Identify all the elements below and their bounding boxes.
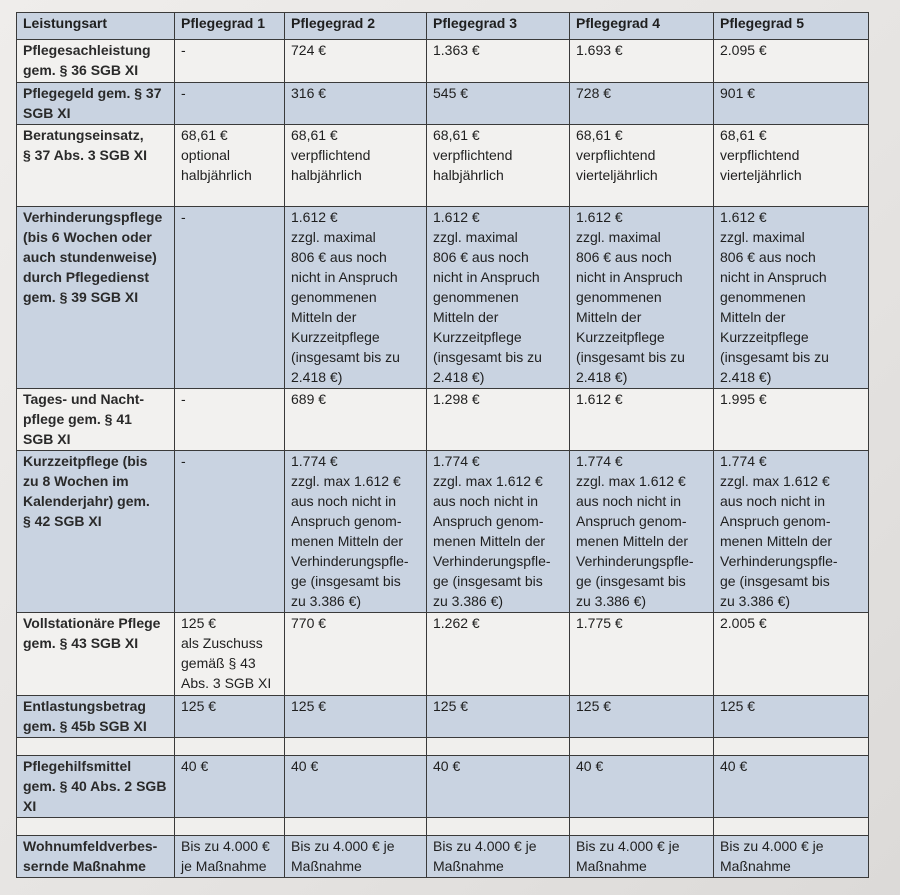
table-row <box>17 756 869 818</box>
table-cell <box>714 738 869 756</box>
table-cell: Bis zu 4.000 € je Maßnahme <box>427 836 570 878</box>
header-cell: Pflegegrad 5 <box>714 13 869 40</box>
table-cell: Entlastungsbetrag gem. § 45b SGB XI <box>17 696 175 738</box>
table-row <box>17 696 869 738</box>
table-cell: - <box>175 389 285 451</box>
table-cell: 724 € <box>285 40 427 83</box>
table-cell: Kurzzeitpflege (bis zu 8 Wochen im Kalenderjahr) gem. § 42 SGB XI <box>17 451 175 613</box>
table-row <box>17 818 869 836</box>
table-cell: 40 € <box>570 756 714 818</box>
table-cell: 1.262 € <box>427 613 570 696</box>
table-cell: Pflegesachleistung gem. § 36 SGB XI <box>17 40 175 83</box>
table-cell <box>285 738 427 756</box>
table-cell: 1.363 € <box>427 40 570 83</box>
table-cell <box>570 818 714 836</box>
table-cell: 1.774 € zzgl. max 1.612 € aus noch nicht in Anspruch genom- menen Mitteln der Verhinderungspfle- ge (insgesamt bis zu 3.386 €) <box>714 451 869 613</box>
header-cell: Leistungsart <box>17 13 175 40</box>
table-cell: 68,61 € verpflichtend halbjährlich <box>427 125 570 207</box>
table-header-row <box>17 13 869 40</box>
table-cell: 2.095 € <box>714 40 869 83</box>
table-cell: 125 € <box>570 696 714 738</box>
table-cell: Bis zu 4.000 € je Maßnahme <box>285 836 427 878</box>
table-row <box>17 207 869 389</box>
header-cell: Pflegegrad 4 <box>570 13 714 40</box>
table-cell: 1.774 € zzgl. max 1.612 € aus noch nicht in Anspruch genom- menen Mitteln der Verhinderungspfle- ge (insgesamt bis zu 3.386 €) <box>570 451 714 613</box>
header-cell: Pflegegrad 1 <box>175 13 285 40</box>
table-cell: 125 € <box>427 696 570 738</box>
benefits-table <box>16 12 869 878</box>
table-row <box>17 83 869 125</box>
table-cell: 316 € <box>285 83 427 125</box>
table-cell: - <box>175 451 285 613</box>
table-cell: 125 € <box>175 696 285 738</box>
table-cell: - <box>175 40 285 83</box>
table-cell: - <box>175 207 285 389</box>
table-cell: 545 € <box>427 83 570 125</box>
table-cell: 125 € <box>714 696 869 738</box>
table-row <box>17 451 869 613</box>
table-cell: Vollstationäre Pflege gem. § 43 SGB XI <box>17 613 175 696</box>
table-row <box>17 125 869 207</box>
table-cell <box>285 818 427 836</box>
table-cell: 1.693 € <box>570 40 714 83</box>
table-cell: Beratungseinsatz, § 37 Abs. 3 SGB XI <box>17 125 175 207</box>
table-cell: Bis zu 4.000 € je Maßnahme <box>714 836 869 878</box>
table-cell: 40 € <box>427 756 570 818</box>
table-cell: Pflegegeld gem. § 37 SGB XI <box>17 83 175 125</box>
table-cell: 1.612 € zzgl. maximal 806 € aus noch nicht in Anspruch genommenen Mitteln der Kurzzeitpflege (insgesamt bis zu 2.418 €) <box>285 207 427 389</box>
table-row <box>17 389 869 451</box>
table-cell: 1.612 € zzgl. maximal 806 € aus noch nicht in Anspruch genommenen Mitteln der Kurzzeitpflege (insgesamt bis zu 2.418 €) <box>714 207 869 389</box>
table-cell: 1.612 € <box>570 389 714 451</box>
table-row <box>17 613 869 696</box>
table-cell <box>175 738 285 756</box>
table-cell: 68,61 € optional halbjährlich <box>175 125 285 207</box>
table-cell: 40 € <box>285 756 427 818</box>
table-cell: 40 € <box>714 756 869 818</box>
header-cell: Pflegegrad 2 <box>285 13 427 40</box>
table-cell: 68,61 € verpflichtend vierteljährlich <box>714 125 869 207</box>
table-cell: 68,61 € verpflichtend vierteljährlich <box>570 125 714 207</box>
table-row <box>17 40 869 83</box>
table-cell: Pflegehilfsmittel gem. § 40 Abs. 2 SGB XI <box>17 756 175 818</box>
table-cell: - <box>175 83 285 125</box>
table-cell: 689 € <box>285 389 427 451</box>
table-cell: 40 € <box>175 756 285 818</box>
table-cell: 125 € <box>285 696 427 738</box>
table-cell: 1.612 € zzgl. maximal 806 € aus noch nicht in Anspruch genommenen Mitteln der Kurzzeitpflege (insgesamt bis zu 2.418 €) <box>427 207 570 389</box>
table-row <box>17 836 869 878</box>
table-cell <box>570 738 714 756</box>
table-cell: Verhinderungspflege (bis 6 Wochen oder auch stundenweise) durch Pflegedienst gem. § 39 SGB XI <box>17 207 175 389</box>
table-cell: Tages- und Nacht- pflege gem. § 41 SGB XI <box>17 389 175 451</box>
table-cell: 1.775 € <box>570 613 714 696</box>
table-cell: 770 € <box>285 613 427 696</box>
table-cell: 1.298 € <box>427 389 570 451</box>
table-cell <box>17 818 175 836</box>
header-cell: Pflegegrad 3 <box>427 13 570 40</box>
table-cell: 1.774 € zzgl. max 1.612 € aus noch nicht in Anspruch genom- menen Mitteln der Verhinderungspfle- ge (insgesamt bis zu 3.386 €) <box>285 451 427 613</box>
table-cell <box>175 818 285 836</box>
table-cell <box>17 738 175 756</box>
table-cell: 1.774 € zzgl. max 1.612 € aus noch nicht in Anspruch genom- menen Mitteln der Verhinderungspfle- ge (insgesamt bis zu 3.386 €) <box>427 451 570 613</box>
table-cell: 728 € <box>570 83 714 125</box>
table-cell: 2.005 € <box>714 613 869 696</box>
table-row <box>17 738 869 756</box>
table-cell: 901 € <box>714 83 869 125</box>
table-cell: Bis zu 4.000 € je Maßnahme <box>175 836 285 878</box>
table-cell: Wohnumfeldverbes- sernde Maßnahme <box>17 836 175 878</box>
table-cell <box>714 818 869 836</box>
table-cell: 1.612 € zzgl. maximal 806 € aus noch nicht in Anspruch genommenen Mitteln der Kurzzeitpflege (insgesamt bis zu 2.418 €) <box>570 207 714 389</box>
table-cell <box>427 738 570 756</box>
table-cell: 125 € als Zuschuss gemäß § 43 Abs. 3 SGB XI <box>175 613 285 696</box>
table-cell: 1.995 € <box>714 389 869 451</box>
table-cell: 68,61 € verpflichtend halbjährlich <box>285 125 427 207</box>
table-cell: Bis zu 4.000 € je Maßnahme <box>570 836 714 878</box>
table-cell <box>427 818 570 836</box>
